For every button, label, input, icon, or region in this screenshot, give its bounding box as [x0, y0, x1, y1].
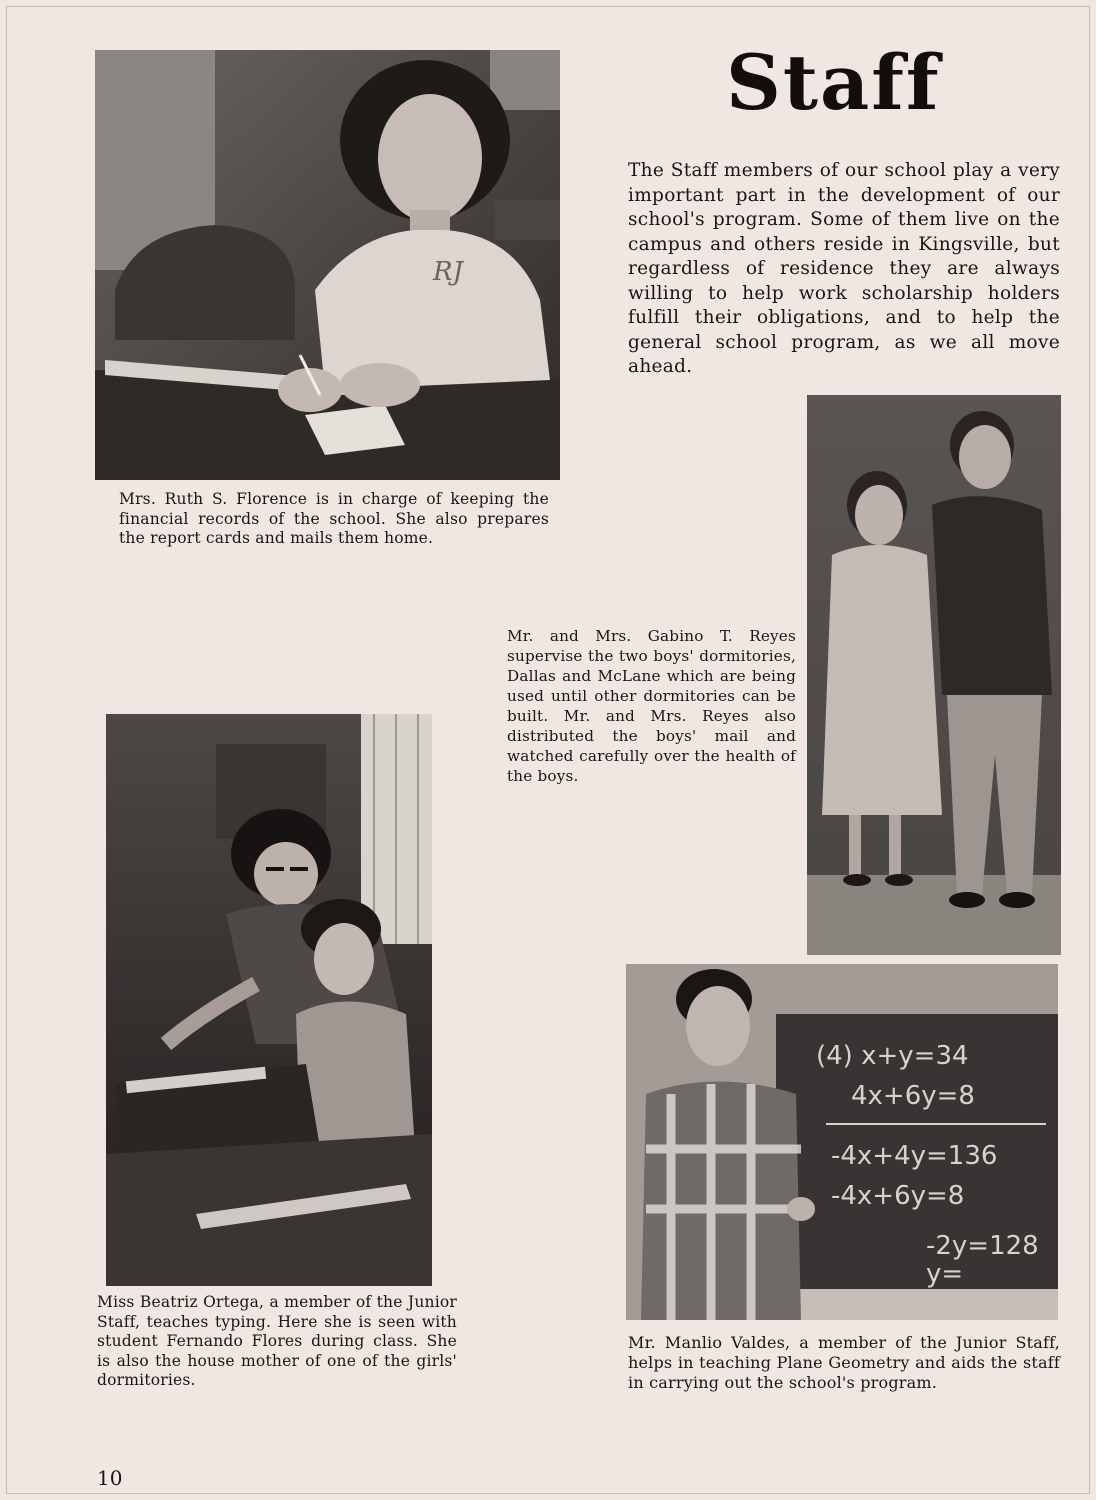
caption-beatriz-ortega: Miss Beatriz Ortega, a member of the Junior Staff, teaches typing. Here she is seen with student Fernando Flores during class. She is also the house mother of one of the girls' dormitories.: [97, 1293, 457, 1389]
chalk-line-3: -4x+4y=136: [831, 1141, 998, 1171]
caption-ruth-florence: Mrs. Ruth S. Florence is in charge of keeping the financial records of the school. She also prepares the report cards and mails them home.: [119, 490, 549, 547]
page-title: Staff: [726, 38, 941, 127]
chalk-line-1: (4) x+y=34: [816, 1041, 969, 1071]
caption-manlio-valdes: Mr. Manlio Valdes, a member of the Junior Staff, helps in teaching Plane Geometry and aids the staff in carrying out the school's program.: [628, 1333, 1060, 1392]
page-number: 10: [97, 1466, 123, 1490]
photo-beatriz-ortega: [106, 714, 432, 1286]
photo-manlio-valdes: [626, 964, 1058, 1320]
photo-gabino-reyes: [807, 395, 1061, 955]
chalk-line-2: 4x+6y=8: [851, 1081, 975, 1111]
photo-ruth-florence: [95, 50, 560, 480]
chalk-line-6: y=: [926, 1259, 964, 1289]
blouse-monogram: RJ: [433, 257, 463, 287]
caption-gabino-reyes: Mr. and Mrs. Gabino T. Reyes supervise the two boys' dormitories, Dallas and McLane which are being used until other dormitories can be built. Mr. and Mrs. Reyes also distributed the boys' mail and watched carefully over the health of the boys.: [507, 627, 796, 785]
intro-paragraph: The Staff members of our school play a very important part in the development of our school's program. Some of them live on the campus and others reside in Kingsville, but regardless of residence they are always willing to help work scholarship holders fulfill their obligations, and to help the general school program, as we all move ahead.: [628, 160, 1060, 377]
chalk-line-5: -2y=128: [926, 1231, 1039, 1261]
chalk-line-4: -4x+6y=8: [831, 1181, 965, 1211]
